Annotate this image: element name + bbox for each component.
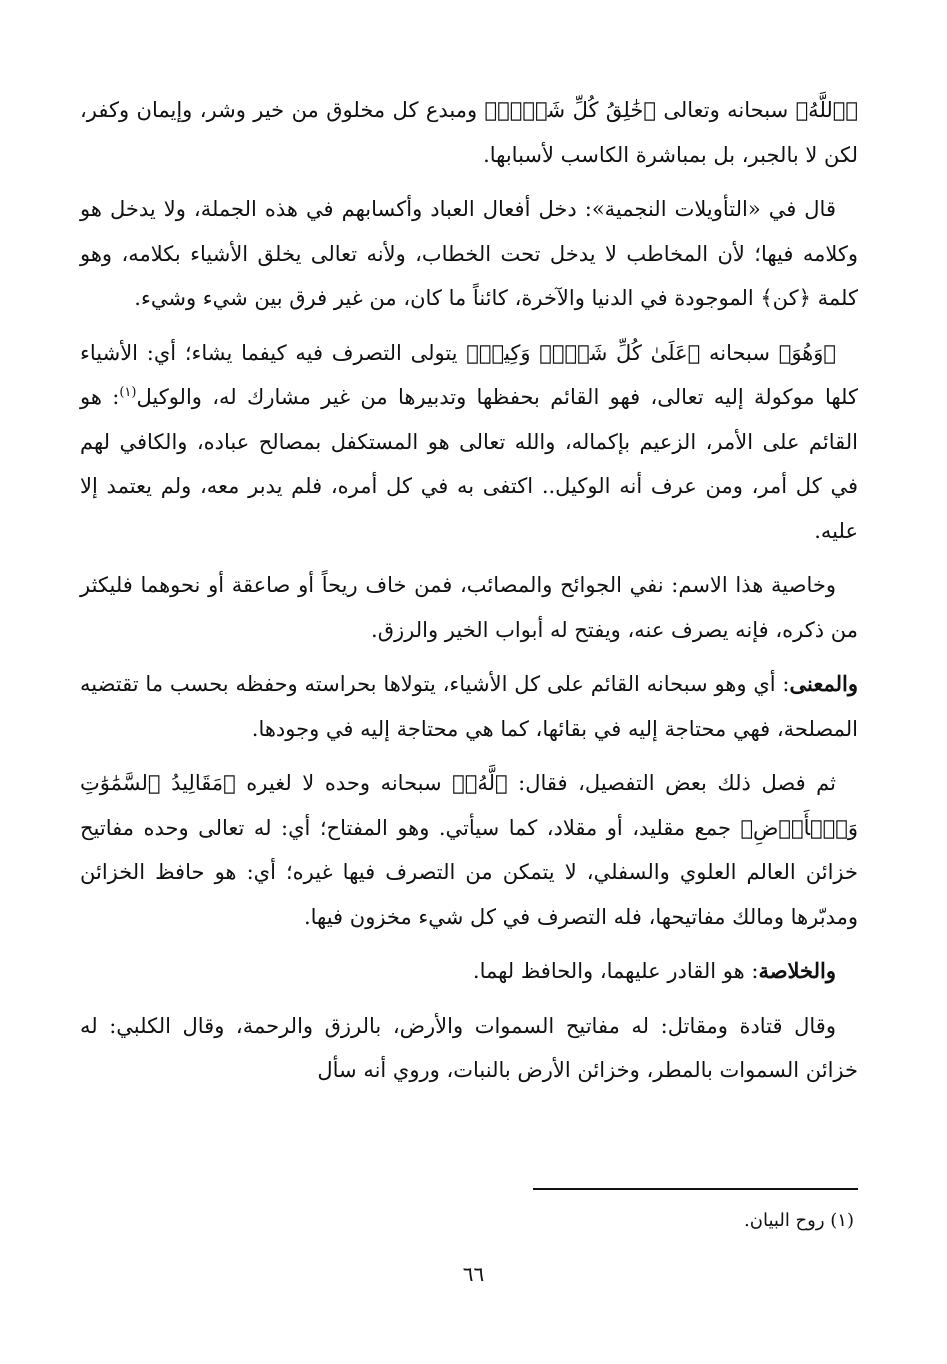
page-body [80, 88, 858, 1103]
paragraph-text: : هو القائم على الأمر، الزعيم بإكماله، والله تعالى هو المستكفل بمصالح عباده، والكافي لهم في كل أمر، ومن عرف أنه الوكيل.. اكتفى به في كل أمره، فلم يدبر معه، ولم يعتمد إلا عليه. [80, 385, 858, 543]
paragraph [80, 662, 858, 751]
footnote-divider [533, 1188, 858, 1190]
paragraph-text: ﴿وَهُوَ﴾ سبحانه ﴿عَلَىٰ كُلِّ شَيۡءٖ وَكِيلٞ﴾ يتولى التصرف فيه كيفما يشاء؛ أي: الأشياء كلها موكولة إليه تعالى، فهو القائم بحفظها وتدبيرها من غير مشارك له، والوكيل [80, 340, 858, 409]
paragraph-label: والمعنى [789, 671, 858, 696]
paragraph-label: والخلاصة [758, 958, 836, 983]
paragraph: وخاصية هذا الاسم: نفي الجوائح والمصائب، فمن خاف ريحاً أو صاعقة أو نحوهما فليكثر من ذكره، فإنه يصرف عنه، ويفتح له أبواب الخير والرزق. [80, 573, 858, 642]
paragraph-text: : هو القادر عليهما، والحافظ لهما. [472, 959, 759, 983]
paragraph: قال في «التأويلات النجمية»: دخل أفعال العباد وأكسابهم في هذه الجملة، ولا يدخل هو وكلامه فيها؛ لأن المخاطب لا يدخل تحت الخطاب، ولأنه تعالى يخلق الأشياء بكلامه، وهو كلمة ﴿كن﴾ الموجودة في الدنيا والآخرة، كائناً ما كان، من غير فرق بين شيء وشيء. [80, 197, 858, 310]
paragraph: ثم فصل ذلك بعض التفصيل، فقال: ﴿لَّهُۥ﴾ سبحانه وحده لا لغيره ﴿مَقَالِيدُ ٱلسَّمَٰوَٰتِ وَٱلۡأَرۡضِ﴾ جمع مقليد، أو مقلاد، كما سيأتي. وهو المفتاح؛ أي: له تعالى وحده مفاتيح خزائن العالم العلوي والسفلي، لا يتمكن من التصرف فيها غيره؛ أي: هو حافظ الخزائن ومدبّرها ومالك مفاتيحها، فله التصرف في كل شيء مخزون فيها. [80, 771, 858, 929]
paragraph-text: : أي وهو سبحانه القائم على كل الأشياء، يتولاها بحراسته وحفظه بحسب ما تقتضيه المصلحة، فهي محتاجة إليه في بقائها، كما هي محتاجة إليه في وجودها. [80, 672, 858, 741]
paragraph: ﴿ٱللَّهُ﴾ سبحانه وتعالى ﴿خَٰلِقُ كُلِّ شَيۡءٖ﴾ ومبدع كل مخلوق من خير وشر، وإيمان وكفر، لكن لا بالجبر، بل بمباشرة الكاسب لأسبابها. [80, 98, 858, 167]
paragraph: وقال قتادة ومقاتل: له مفاتيح السموات والأرض، بالرزق والرحمة، وقال الكلبي: له خزائن السموات بالمطر، وخزائن الأرض بالنبات، وروي أنه سأل [80, 1013, 858, 1082]
paragraph [80, 949, 858, 994]
page-number: ٦٦ [462, 1262, 485, 1286]
footnote: (١) روح البيان. [744, 1210, 854, 1231]
paragraph [80, 331, 858, 554]
footnote-reference[interactable]: (١) [119, 385, 137, 400]
